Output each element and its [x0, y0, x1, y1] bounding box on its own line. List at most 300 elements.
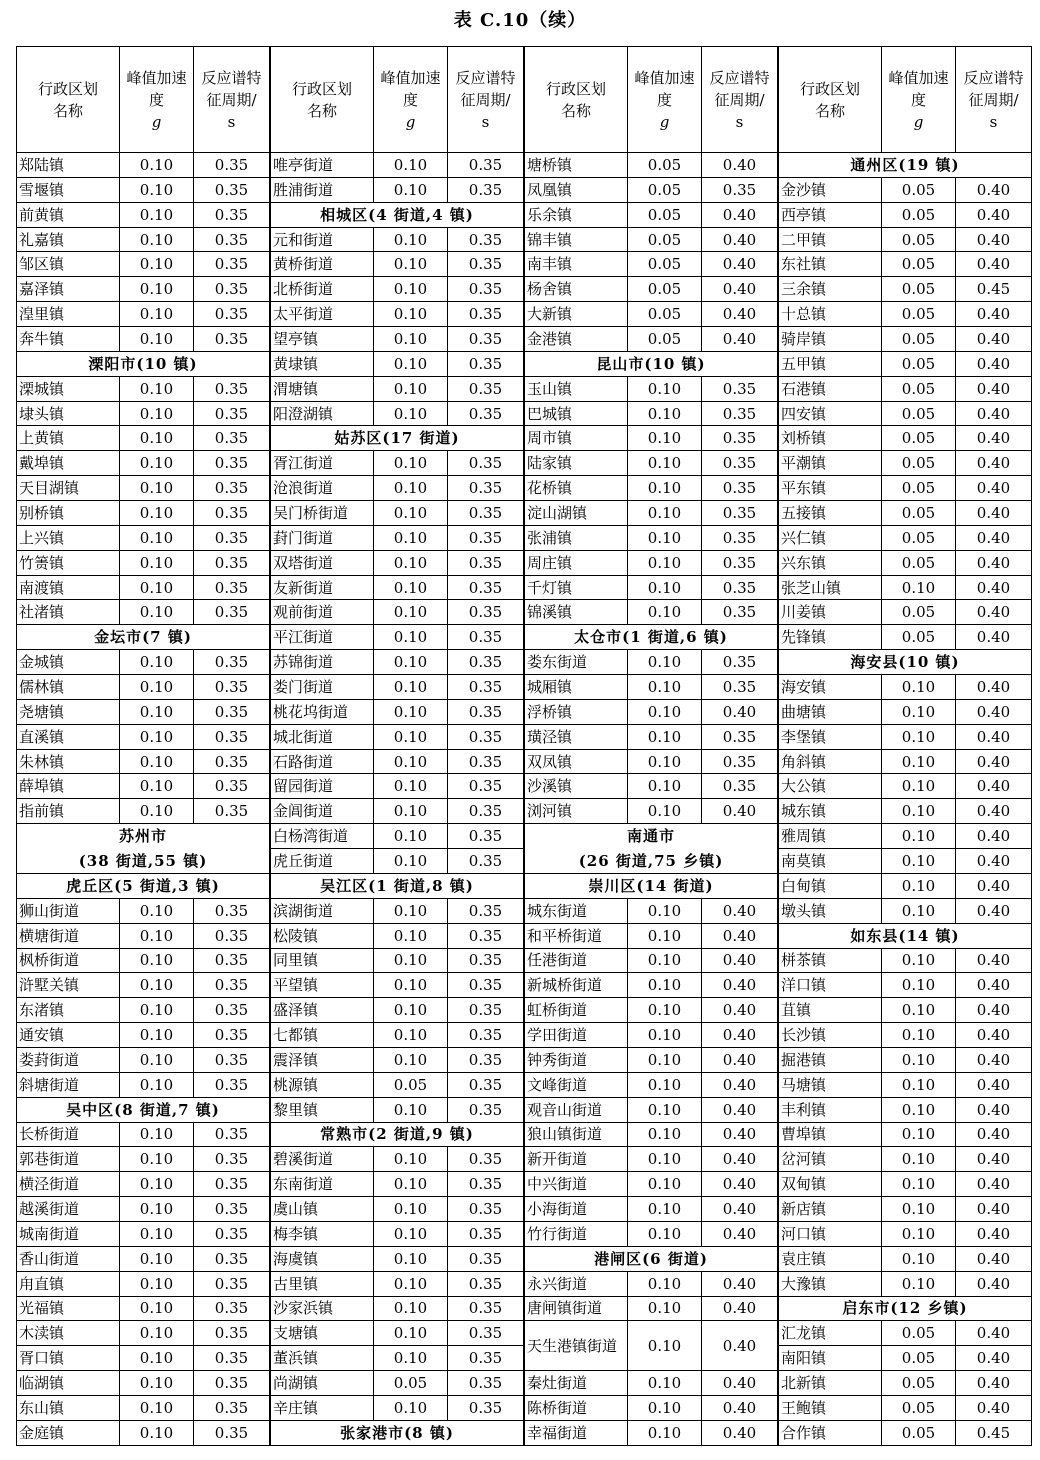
cell-peak-acceleration: 0.10 — [374, 501, 448, 526]
cell-spectrum-period: 0.35 — [194, 1346, 270, 1371]
cell-spectrum-period: 0.35 — [448, 650, 524, 675]
cell-name: 刘桥镇 — [779, 426, 882, 451]
cell-peak-acceleration: 0.10 — [882, 675, 956, 700]
cell-peak-acceleration: 0.10 — [882, 1221, 956, 1246]
cell-name: 掘港镇 — [779, 1047, 882, 1072]
cell-peak-acceleration: 0.05 — [628, 177, 702, 202]
table-row — [17, 550, 270, 575]
cell-spectrum-period: 0.35 — [194, 277, 270, 302]
cell-spectrum-period: 0.35 — [194, 1047, 270, 1072]
cell-name: 尚湖镇 — [271, 1371, 374, 1396]
cell-spectrum-period: 0.35 — [194, 327, 270, 352]
cell-spectrum-period: 0.40 — [702, 1395, 778, 1420]
cell-spectrum-period: 0.35 — [448, 998, 524, 1023]
cell-spectrum-period: 0.40 — [956, 1346, 1032, 1371]
table-row — [779, 451, 1032, 476]
cell-spectrum-period: 0.35 — [448, 1023, 524, 1048]
cell-name: 璜泾镇 — [525, 724, 628, 749]
cell-spectrum-period: 0.35 — [448, 575, 524, 600]
cell-spectrum-period: 0.40 — [702, 1097, 778, 1122]
cell-spectrum-period: 0.40 — [956, 1246, 1032, 1271]
cell-spectrum-period: 0.35 — [702, 575, 778, 600]
cell-spectrum-period: 0.35 — [448, 1047, 524, 1072]
cell-peak-acceleration: 0.10 — [120, 376, 194, 401]
cell-peak-acceleration: 0.10 — [628, 575, 702, 600]
cell-peak-acceleration: 0.05 — [882, 1346, 956, 1371]
cell-peak-acceleration: 0.10 — [374, 401, 448, 426]
header-spectrum-period: 反应谱特征周期/ s — [448, 47, 524, 153]
table-row — [525, 1097, 778, 1122]
table-row — [271, 451, 524, 476]
cell-spectrum-period: 0.35 — [448, 1147, 524, 1172]
cell-name: 大豫镇 — [779, 1271, 882, 1296]
cell-name: 竹箦镇 — [17, 550, 120, 575]
cell-name: 留园街道 — [271, 774, 374, 799]
cell-spectrum-period: 0.35 — [194, 650, 270, 675]
table-row — [525, 1023, 778, 1048]
cell-peak-acceleration: 0.10 — [374, 1296, 448, 1321]
table-row — [525, 550, 778, 575]
cell-spectrum-period: 0.35 — [194, 1023, 270, 1048]
cell-spectrum-period: 0.35 — [194, 1147, 270, 1172]
cell-peak-acceleration: 0.10 — [120, 1296, 194, 1321]
section-row — [271, 873, 524, 898]
table-row — [525, 675, 778, 700]
table-row — [17, 575, 270, 600]
cell-name: 永兴街道 — [525, 1271, 628, 1296]
table-row — [17, 451, 270, 476]
cell-peak-acceleration: 0.10 — [628, 699, 702, 724]
cell-peak-acceleration: 0.05 — [882, 525, 956, 550]
table-row — [525, 501, 778, 526]
table-row — [525, 1420, 778, 1445]
cell-peak-acceleration: 0.10 — [120, 501, 194, 526]
cell-spectrum-period: 0.40 — [956, 351, 1032, 376]
cell-name: 望亭镇 — [271, 327, 374, 352]
cell-spectrum-period: 0.35 — [194, 675, 270, 700]
cell-spectrum-period: 0.35 — [702, 749, 778, 774]
table-row — [17, 948, 270, 973]
cell-spectrum-period: 0.35 — [194, 1221, 270, 1246]
cell-peak-acceleration: 0.10 — [120, 948, 194, 973]
cell-name: 娄葑街道 — [17, 1047, 120, 1072]
cell-name: 郑陆镇 — [17, 153, 120, 178]
table-row — [271, 1395, 524, 1420]
cell-spectrum-period: 0.45 — [956, 1420, 1032, 1445]
cell-spectrum-period: 0.35 — [448, 451, 524, 476]
header-name: 行政区划名称 — [779, 47, 882, 153]
cell-spectrum-period: 0.35 — [702, 501, 778, 526]
table-row — [17, 998, 270, 1023]
cell-spectrum-period: 0.35 — [194, 600, 270, 625]
cell-spectrum-period: 0.35 — [448, 774, 524, 799]
cell-name: 五接镇 — [779, 501, 882, 526]
cell-spectrum-period: 0.35 — [702, 600, 778, 625]
cell-name: 曹埠镇 — [779, 1122, 882, 1147]
section-header: 常熟市(2 街道,9 镇) — [271, 1122, 524, 1147]
cell-name: 城厢镇 — [525, 675, 628, 700]
cell-name: 陆家镇 — [525, 451, 628, 476]
cell-spectrum-period: 0.35 — [194, 1072, 270, 1097]
cell-peak-acceleration: 0.05 — [628, 277, 702, 302]
cell-name: 二甲镇 — [779, 227, 882, 252]
table-row — [17, 1072, 270, 1097]
header-peak-acceleration: 峰值加速度 g — [120, 47, 194, 153]
cell-peak-acceleration: 0.10 — [882, 1122, 956, 1147]
cell-spectrum-period: 0.40 — [956, 202, 1032, 227]
cell-name: 张芝山镇 — [779, 575, 882, 600]
table-row — [271, 153, 524, 178]
table-row — [525, 525, 778, 550]
table-row — [17, 799, 270, 824]
section-header: (26 街道,75 乡镇) — [525, 849, 778, 874]
cell-peak-acceleration: 0.10 — [120, 724, 194, 749]
cell-spectrum-period: 0.40 — [956, 1172, 1032, 1197]
cell-spectrum-period: 0.35 — [702, 426, 778, 451]
cell-peak-acceleration: 0.10 — [374, 625, 448, 650]
cell-peak-acceleration: 0.10 — [120, 575, 194, 600]
table-row — [17, 1147, 270, 1172]
cell-peak-acceleration: 0.10 — [628, 451, 702, 476]
cell-peak-acceleration: 0.05 — [882, 1395, 956, 1420]
section-row — [779, 923, 1032, 948]
cell-spectrum-period: 0.35 — [194, 923, 270, 948]
cell-spectrum-period: 0.35 — [448, 1072, 524, 1097]
cell-peak-acceleration: 0.10 — [882, 1271, 956, 1296]
cell-spectrum-period: 0.40 — [956, 177, 1032, 202]
cell-peak-acceleration: 0.10 — [374, 1147, 448, 1172]
table-row — [271, 724, 524, 749]
cell-name: 城东镇 — [779, 799, 882, 824]
cell-peak-acceleration: 0.10 — [120, 1321, 194, 1346]
cell-name: 光福镇 — [17, 1296, 120, 1321]
cell-spectrum-period: 0.40 — [956, 376, 1032, 401]
cell-spectrum-period: 0.40 — [956, 600, 1032, 625]
cell-name: 竹行街道 — [525, 1221, 628, 1246]
cell-spectrum-period: 0.40 — [956, 849, 1032, 874]
header-peak-acceleration: 峰值加速度 g — [374, 47, 448, 153]
table-row — [779, 1246, 1032, 1271]
cell-spectrum-period: 0.35 — [448, 675, 524, 700]
cell-peak-acceleration: 0.10 — [374, 575, 448, 600]
cell-peak-acceleration: 0.10 — [374, 277, 448, 302]
table-row — [17, 1271, 270, 1296]
cell-name: 松陵镇 — [271, 923, 374, 948]
table-row — [779, 376, 1032, 401]
cell-peak-acceleration: 0.05 — [882, 501, 956, 526]
cell-peak-acceleration: 0.10 — [628, 1296, 702, 1321]
cell-spectrum-period: 0.40 — [956, 525, 1032, 550]
cell-peak-acceleration: 0.10 — [882, 873, 956, 898]
section-row — [17, 625, 270, 650]
table-row — [17, 650, 270, 675]
table-row — [271, 177, 524, 202]
table-row — [17, 1246, 270, 1271]
table-row — [525, 177, 778, 202]
cell-spectrum-period: 0.40 — [956, 227, 1032, 252]
cell-spectrum-period: 0.40 — [702, 302, 778, 327]
cell-name: 狮山街道 — [17, 898, 120, 923]
cell-name: 长沙镇 — [779, 1023, 882, 1048]
cell-peak-acceleration: 0.10 — [374, 376, 448, 401]
table-row — [779, 227, 1032, 252]
cell-spectrum-period: 0.40 — [956, 1147, 1032, 1172]
table-row — [17, 1047, 270, 1072]
cell-peak-acceleration: 0.10 — [374, 799, 448, 824]
cell-spectrum-period: 0.40 — [956, 1197, 1032, 1222]
table-row — [17, 525, 270, 550]
table-row — [525, 699, 778, 724]
cell-name: 黎里镇 — [271, 1097, 374, 1122]
table-row — [525, 202, 778, 227]
table-row — [779, 351, 1032, 376]
cell-spectrum-period: 0.35 — [194, 252, 270, 277]
table-row — [17, 1221, 270, 1246]
table-row — [271, 1197, 524, 1222]
cell-name: 栟茶镇 — [779, 948, 882, 973]
cell-name: 巴城镇 — [525, 401, 628, 426]
table-row — [17, 923, 270, 948]
section-header: 通州区(19 镇) — [779, 153, 1032, 178]
cell-spectrum-period: 0.40 — [956, 824, 1032, 849]
cell-peak-acceleration: 0.10 — [374, 252, 448, 277]
cell-name: 礼嘉镇 — [17, 227, 120, 252]
cell-name: 娄门街道 — [271, 675, 374, 700]
cell-peak-acceleration: 0.10 — [374, 1097, 448, 1122]
table-row — [271, 1147, 524, 1172]
cell-name: 玉山镇 — [525, 376, 628, 401]
cell-spectrum-period: 0.40 — [702, 1296, 778, 1321]
cell-name: 南丰镇 — [525, 252, 628, 277]
table-row — [17, 600, 270, 625]
cell-spectrum-period: 0.35 — [194, 227, 270, 252]
cell-name: 石港镇 — [779, 376, 882, 401]
cell-spectrum-period: 0.35 — [194, 575, 270, 600]
cell-name: 滨湖街道 — [271, 898, 374, 923]
header-peak-acceleration: 峰值加速度 g — [628, 47, 702, 153]
cell-spectrum-period: 0.40 — [702, 898, 778, 923]
cell-spectrum-period: 0.35 — [194, 550, 270, 575]
cell-peak-acceleration: 0.10 — [882, 824, 956, 849]
cell-peak-acceleration: 0.10 — [374, 227, 448, 252]
cell-peak-acceleration: 0.10 — [374, 650, 448, 675]
cell-spectrum-period: 0.35 — [194, 525, 270, 550]
cell-name: 别桥镇 — [17, 501, 120, 526]
table-row — [271, 476, 524, 501]
table-row — [17, 675, 270, 700]
cell-name: 中兴街道 — [525, 1172, 628, 1197]
table-row — [525, 600, 778, 625]
cell-spectrum-period: 0.35 — [702, 550, 778, 575]
cell-peak-acceleration: 0.10 — [628, 600, 702, 625]
cell-peak-acceleration: 0.05 — [882, 1371, 956, 1396]
cell-name: 嘉泽镇 — [17, 277, 120, 302]
cell-spectrum-period: 0.40 — [702, 227, 778, 252]
cell-spectrum-period: 0.40 — [702, 1072, 778, 1097]
cell-name: 埭头镇 — [17, 401, 120, 426]
table-row — [779, 550, 1032, 575]
seismic-parameter-table — [16, 46, 1028, 1446]
table-row — [779, 973, 1032, 998]
cell-peak-acceleration: 0.05 — [882, 177, 956, 202]
cell-peak-acceleration: 0.05 — [628, 153, 702, 178]
cell-name: 黄桥街道 — [271, 252, 374, 277]
cell-spectrum-period: 0.35 — [448, 799, 524, 824]
cell-name: 七都镇 — [271, 1023, 374, 1048]
cell-spectrum-period: 0.35 — [194, 1395, 270, 1420]
table-row — [525, 1147, 778, 1172]
table-row — [17, 1023, 270, 1048]
cell-name: 凤凰镇 — [525, 177, 628, 202]
cell-name: 胥江街道 — [271, 451, 374, 476]
table-row — [525, 998, 778, 1023]
cell-peak-acceleration: 0.10 — [628, 1072, 702, 1097]
cell-name: 锦丰镇 — [525, 227, 628, 252]
table-row — [525, 724, 778, 749]
cell-name: 三余镇 — [779, 277, 882, 302]
cell-peak-acceleration: 0.10 — [628, 476, 702, 501]
cell-name: 支塘镇 — [271, 1321, 374, 1346]
cell-peak-acceleration: 0.10 — [120, 774, 194, 799]
table-row — [525, 227, 778, 252]
cell-spectrum-period: 0.40 — [702, 923, 778, 948]
table-row — [271, 1072, 524, 1097]
table-row — [17, 1172, 270, 1197]
cell-name: 合作镇 — [779, 1420, 882, 1445]
cell-name: 越溪街道 — [17, 1197, 120, 1222]
cell-peak-acceleration: 0.10 — [374, 550, 448, 575]
cell-name: 北新镇 — [779, 1371, 882, 1396]
cell-name: 东南街道 — [271, 1172, 374, 1197]
cell-peak-acceleration: 0.10 — [882, 998, 956, 1023]
cell-name: 骑岸镇 — [779, 327, 882, 352]
cell-name: 平潮镇 — [779, 451, 882, 476]
cell-spectrum-period: 0.40 — [702, 1420, 778, 1445]
cell-name: 观前街道 — [271, 600, 374, 625]
cell-peak-acceleration: 0.10 — [628, 1371, 702, 1396]
table-row — [525, 774, 778, 799]
cell-spectrum-period: 0.35 — [448, 476, 524, 501]
cell-name: 墩头镇 — [779, 898, 882, 923]
table-row — [525, 426, 778, 451]
cell-name: 碧溪街道 — [271, 1147, 374, 1172]
cell-peak-acceleration: 0.10 — [120, 202, 194, 227]
table-row — [17, 227, 270, 252]
table-row — [17, 501, 270, 526]
cell-peak-acceleration: 0.10 — [374, 351, 448, 376]
table-row — [779, 675, 1032, 700]
cell-name: 曲塘镇 — [779, 699, 882, 724]
table-row — [17, 1296, 270, 1321]
cell-peak-acceleration: 0.10 — [882, 1246, 956, 1271]
table-row — [271, 998, 524, 1023]
cell-spectrum-period: 0.40 — [956, 948, 1032, 973]
section-header: 崇川区(14 街道) — [525, 873, 778, 898]
cell-name: 戴埠镇 — [17, 451, 120, 476]
cell-name: 盛泽镇 — [271, 998, 374, 1023]
table-row — [779, 1023, 1032, 1048]
table-row — [17, 376, 270, 401]
cell-peak-acceleration: 0.10 — [628, 973, 702, 998]
cell-name: 通安镇 — [17, 1023, 120, 1048]
table-row — [17, 1197, 270, 1222]
table-row — [525, 376, 778, 401]
section-row — [525, 625, 778, 650]
header-name: 行政区划名称 — [17, 47, 120, 153]
section-row — [17, 351, 270, 376]
table-row — [525, 799, 778, 824]
cell-spectrum-period: 0.35 — [194, 153, 270, 178]
cell-peak-acceleration: 0.10 — [374, 525, 448, 550]
cell-peak-acceleration: 0.10 — [374, 774, 448, 799]
cell-spectrum-period: 0.35 — [194, 501, 270, 526]
cell-peak-acceleration: 0.10 — [882, 1047, 956, 1072]
cell-peak-acceleration: 0.05 — [374, 1072, 448, 1097]
cell-peak-acceleration: 0.10 — [882, 799, 956, 824]
table-row — [271, 227, 524, 252]
table-row — [271, 501, 524, 526]
cell-spectrum-period: 0.35 — [702, 476, 778, 501]
cell-name: 新店镇 — [779, 1197, 882, 1222]
table-row — [17, 202, 270, 227]
header-name: 行政区划名称 — [271, 47, 374, 153]
cell-peak-acceleration: 0.10 — [882, 1172, 956, 1197]
cell-peak-acceleration: 0.10 — [120, 675, 194, 700]
cell-spectrum-period: 0.35 — [194, 799, 270, 824]
table-row — [779, 401, 1032, 426]
cell-spectrum-period: 0.40 — [956, 550, 1032, 575]
cell-peak-acceleration: 0.10 — [628, 749, 702, 774]
cell-peak-acceleration: 0.10 — [882, 774, 956, 799]
table-row — [525, 153, 778, 178]
cell-name: 震泽镇 — [271, 1047, 374, 1072]
section-row — [271, 426, 524, 451]
cell-spectrum-period: 0.35 — [194, 898, 270, 923]
table-row — [525, 898, 778, 923]
cell-name: 汇龙镇 — [779, 1321, 882, 1346]
cell-peak-acceleration: 0.10 — [120, 973, 194, 998]
table-row — [17, 1420, 270, 1445]
cell-spectrum-period: 0.40 — [956, 476, 1032, 501]
cell-spectrum-period: 0.40 — [702, 1321, 778, 1371]
cell-name: 先锋镇 — [779, 625, 882, 650]
cell-peak-acceleration: 0.10 — [882, 724, 956, 749]
cell-spectrum-period: 0.40 — [956, 699, 1032, 724]
cell-peak-acceleration: 0.10 — [120, 923, 194, 948]
table-row — [271, 401, 524, 426]
cell-peak-acceleration: 0.10 — [120, 1197, 194, 1222]
cell-peak-acceleration: 0.10 — [120, 302, 194, 327]
table-row — [271, 774, 524, 799]
table-row — [779, 824, 1032, 849]
cell-spectrum-period: 0.35 — [194, 476, 270, 501]
cell-name: 钟秀街道 — [525, 1047, 628, 1072]
table-row — [525, 1072, 778, 1097]
table-row — [779, 724, 1032, 749]
cell-peak-acceleration: 0.10 — [120, 1246, 194, 1271]
cell-peak-acceleration: 0.10 — [374, 1271, 448, 1296]
cell-spectrum-period: 0.35 — [448, 625, 524, 650]
cell-peak-acceleration: 0.10 — [120, 1023, 194, 1048]
cell-name: 沙溪镇 — [525, 774, 628, 799]
table-row — [525, 1321, 778, 1371]
cell-name: 白杨湾街道 — [271, 824, 374, 849]
cell-spectrum-period: 0.35 — [194, 177, 270, 202]
cell-name: 沙家浜镇 — [271, 1296, 374, 1321]
cell-peak-acceleration: 0.10 — [374, 451, 448, 476]
cell-spectrum-period: 0.40 — [956, 774, 1032, 799]
cell-peak-acceleration: 0.10 — [628, 675, 702, 700]
